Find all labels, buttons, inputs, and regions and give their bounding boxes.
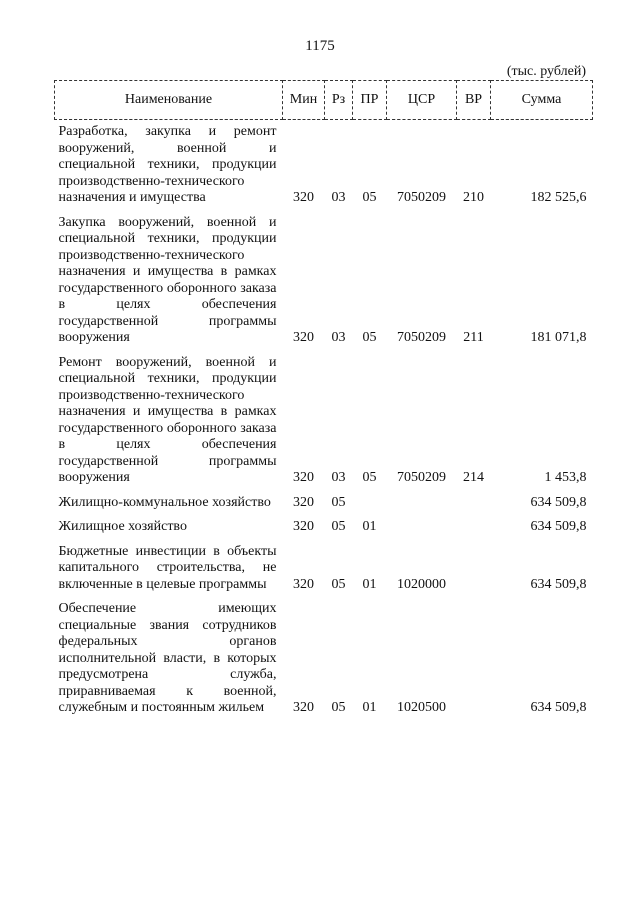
table-row	[55, 355, 593, 495]
row-name: Жилищно-коммунальное хозяйство	[58, 494, 271, 510]
row-pr: 01	[362, 700, 377, 715]
row-name: Бюджетные инвестиции в объекты капитального строительства, не включенные в целевые программы	[58, 543, 277, 592]
table-row	[55, 544, 593, 602]
budget-table	[54, 80, 593, 725]
row-min: 320	[293, 494, 314, 510]
row-pr: 01	[362, 576, 377, 592]
row-vr	[457, 601, 491, 725]
row-csr	[387, 519, 457, 544]
row-sum: 634 509,8	[530, 700, 587, 715]
table-row	[55, 120, 593, 215]
row-rz: 03	[331, 470, 346, 485]
row-min: 320	[293, 470, 314, 485]
row-vr: 211	[463, 330, 484, 345]
row-pr: 01	[362, 519, 377, 534]
table-row	[55, 519, 593, 544]
row-csr: 7050209	[397, 330, 446, 345]
row-sum: 1 453,8	[544, 470, 587, 485]
row-sum: 182 525,6	[530, 190, 587, 205]
row-rz: 05	[331, 519, 346, 534]
row-name: Разработка, закупка и ремонт вооружений, военной и специальной техники, продукции производственно-технического назначения и имущества	[58, 124, 277, 205]
header-name: Наименование	[55, 81, 283, 120]
row-sum: 634 509,8	[530, 494, 587, 510]
row-vr	[457, 544, 491, 602]
table-row	[55, 495, 593, 520]
row-pr	[353, 495, 387, 520]
header-csr: ЦСР	[387, 81, 457, 120]
row-csr: 1020500	[397, 700, 446, 715]
header-vr: ВР	[457, 81, 491, 120]
page-number: 1175	[305, 38, 335, 54]
row-sum: 634 509,8	[530, 519, 587, 534]
row-sum: 181 071,8	[530, 330, 587, 345]
row-name: Обеспечение имеющих специальные звания сотрудников федеральных органов исполнительной власти, в которых предусмотрена служба, приравниваемая к военной, служебным и постоянным жильем	[58, 601, 277, 715]
row-name: Ремонт вооружений, военной и специальной техники, продукции производственно-технического назначения и имущества в рамках государственного оборонного заказа в целях обеспечения государственной программы вооружения	[58, 354, 277, 485]
header-rz: Рз	[325, 81, 353, 120]
row-min: 320	[293, 700, 314, 715]
row-pr: 05	[362, 470, 377, 485]
table-row	[55, 601, 593, 725]
row-csr	[387, 495, 457, 520]
row-vr: 214	[463, 470, 484, 485]
row-rz: 05	[331, 700, 346, 715]
row-sum: 634 509,8	[530, 576, 587, 592]
header-min: Мин	[283, 81, 325, 120]
header-pr: ПР	[353, 81, 387, 120]
row-min: 320	[293, 330, 314, 345]
row-rz: 03	[331, 190, 346, 205]
table-row	[55, 215, 593, 355]
row-vr: 210	[463, 190, 484, 205]
row-min: 320	[293, 576, 314, 592]
row-rz: 05	[331, 494, 346, 510]
row-vr	[457, 519, 491, 544]
table-header-row	[55, 81, 593, 120]
row-name: Закупка вооружений, военной и специальной техники, продукции производственно-технического назначения и имущества в рамках государственного оборонного заказа в целях обеспечения государственной программы вооружения	[58, 214, 277, 345]
row-csr: 1020000	[397, 576, 446, 592]
row-csr: 7050209	[397, 470, 446, 485]
row-rz: 03	[331, 330, 346, 345]
row-min: 320	[293, 190, 314, 205]
row-vr	[457, 495, 491, 520]
row-min: 320	[293, 519, 314, 534]
row-name: Жилищное хозяйство	[58, 519, 187, 534]
row-pr: 05	[362, 190, 377, 205]
header-sum: Сумма	[491, 81, 593, 120]
units-label: (тыс. рублей)	[506, 64, 586, 79]
row-rz: 05	[331, 576, 346, 592]
row-csr: 7050209	[397, 190, 446, 205]
row-pr: 05	[362, 330, 377, 345]
